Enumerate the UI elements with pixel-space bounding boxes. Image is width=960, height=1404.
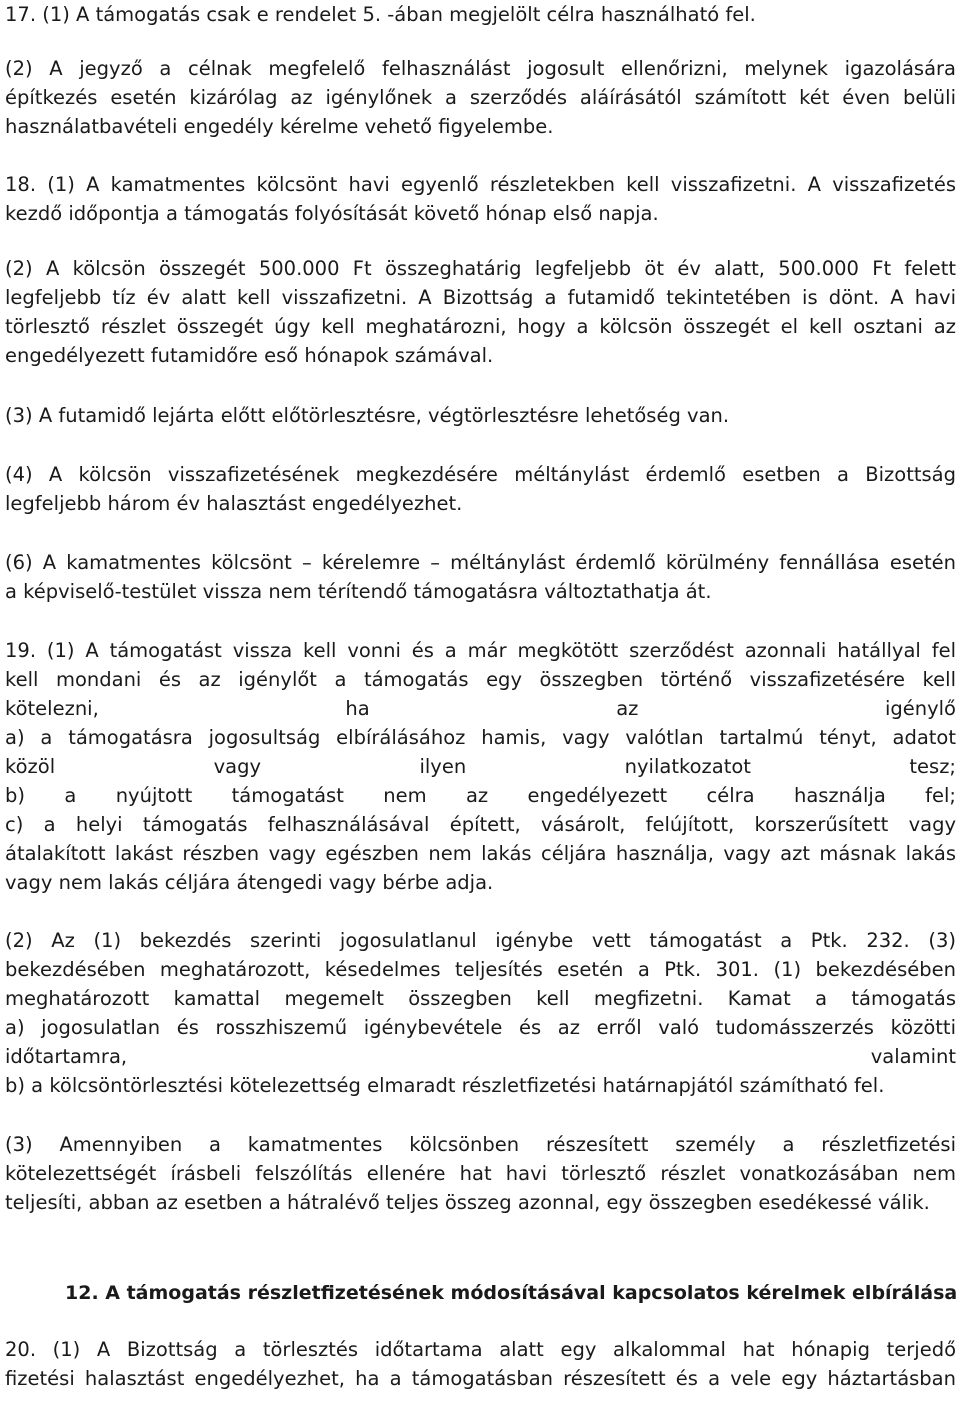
text-line: b) a kölcsöntörlesztési kötelezettség elmaradt részletfizetési határnapjától számítható fel. [5, 1074, 885, 1097]
paragraph [5, 170, 956, 228]
paragraph [5, 0, 956, 29]
text-line: 18. (1) A kamatmentes kölcsönt havi egyenlő részletekben kell visszafizetni. A visszafizetés [5, 173, 956, 196]
text-line: (6) A kamatmentes kölcsönt – kérelemre – méltánylást érdemlő körülmény fennállása esetén [5, 551, 956, 574]
text-line: 20. (1) A Bizottság a törlesztés időtartama alatt egy alkalommal hat hónapig terjedő [5, 1338, 956, 1361]
text-line: (2) Az (1) bekezdés szerinti jogosulatlanul igénybe vett támogatást a Ptk. 232. (3) [5, 929, 956, 952]
text-line: meghatározott kamattal megemelt összegben kell megfizetni. Kamat a támogatás [5, 987, 956, 1010]
text-line: (2) A jegyző a célnak megfelelő felhasználást jogosult ellenőrizni, melynek igazolására [5, 57, 956, 80]
text-line: 19. (1) A támogatást vissza kell vonni és a már megkötött szerződést azonnali hatállyal fel [5, 639, 956, 662]
text-line: engedélyezett futamidőre eső hónapok számával. [5, 344, 494, 367]
paragraph [5, 460, 956, 518]
text-line: (2) A kölcsön összegét 500.000 Ft összeghatárig legfeljebb öt év alatt, 500.000 Ft felett [5, 257, 956, 280]
text-line: építkezés esetén kizárólag az igénylőnek a szerződés aláírásától számított két éven belüli [5, 86, 956, 109]
text-line: a képviselő-testület vissza nem térítendő támogatásra változtathatja át. [5, 580, 712, 603]
text-line: kötelezettségét írásbeli felszólítás ellenére hat havi törlesztő részlet vonatkozásában nem [5, 1162, 956, 1185]
text-line: használatbavételi engedély kérelme vehető figyelembe. [5, 115, 554, 138]
text-line: fizetési halasztást engedélyezhet, ha a támogatásban részesített és a vele egy háztartásban [5, 1367, 956, 1390]
text-line: legfeljebb három év halasztást engedélyezhet. [5, 492, 463, 515]
text-line: teljesíti, abban az esetben a hátralévő teljes összeg azonnal, egy összegben esedékessé válik. [5, 1191, 930, 1214]
text-line: (4) A kölcsön visszafizetésének megkezdésére méltánylást érdemlő esetben a Bizottság [5, 463, 956, 486]
paragraph [5, 54, 956, 141]
paragraph [5, 926, 956, 1100]
text-line: c) a helyi támogatás felhasználásával épített, vásárolt, felújított, korszerűsített vagy [5, 813, 956, 836]
paragraph [5, 548, 956, 606]
text-line: a) a támogatásra jogosultság elbírálásához hamis, vagy valótlan tartalmú tényt, adatot [5, 726, 956, 749]
text-line: időtartamra, valamint [5, 1045, 956, 1068]
text-line: átalakított lakást részben vagy egészben nem lakás céljára használja, vagy azt másnak lakás [5, 842, 956, 865]
text-line: (3) A futamidő lejárta előtt előtörlesztésre, végtörlesztésre lehetőség van. [5, 404, 730, 427]
paragraph [5, 254, 956, 370]
text-line: vagy nem lakás céljára átengedi vagy bérbe adja. [5, 871, 494, 894]
text-line: 17. (1) A támogatás csak e rendelet 5. -ában megjelölt célra használható fel. [5, 3, 756, 26]
text-line: törlesztő részlet összegét úgy kell meghatározni, hogy a kölcsön összegét el kell osztani az [5, 315, 956, 338]
text-line: kell mondani és az igénylőt a támogatás egy összegben történő visszafizetésére kell [5, 668, 956, 691]
text-line: kezdő időpontja a támogatás folyósítását követő hónap első napja. [5, 202, 659, 225]
paragraph [5, 1130, 956, 1217]
text-line: a) jogosulatlan és rosszhiszemű igénybevétele és az erről való tudomásszerzés közötti [5, 1016, 956, 1039]
paragraph [5, 401, 956, 430]
text-line: közöl vagy ilyen nyilatkozatot tesz; [5, 755, 956, 778]
text-line: (3) Amennyiben a kamatmentes kölcsönben részesített személy a részletfizetési [5, 1133, 956, 1156]
section-heading: 12. A támogatás részletfizetésének módosításával kapcsolatos kérelmek elbírálása [65, 1282, 958, 1304]
text-line: kötelezni, ha az igénylő [5, 697, 956, 720]
paragraph [5, 636, 956, 897]
text-line: bekezdésében meghatározott, késedelmes teljesítés esetén a Ptk. 301. (1) bekezdésében [5, 958, 956, 981]
text-line: legfeljebb tíz év alatt kell visszafizetni. A Bizottság a futamidő tekintetében is dönt. A havi [5, 286, 956, 309]
paragraph [5, 1335, 956, 1393]
text-line: b) a nyújtott támogatást nem az engedélyezett célra használja fel; [5, 784, 956, 807]
